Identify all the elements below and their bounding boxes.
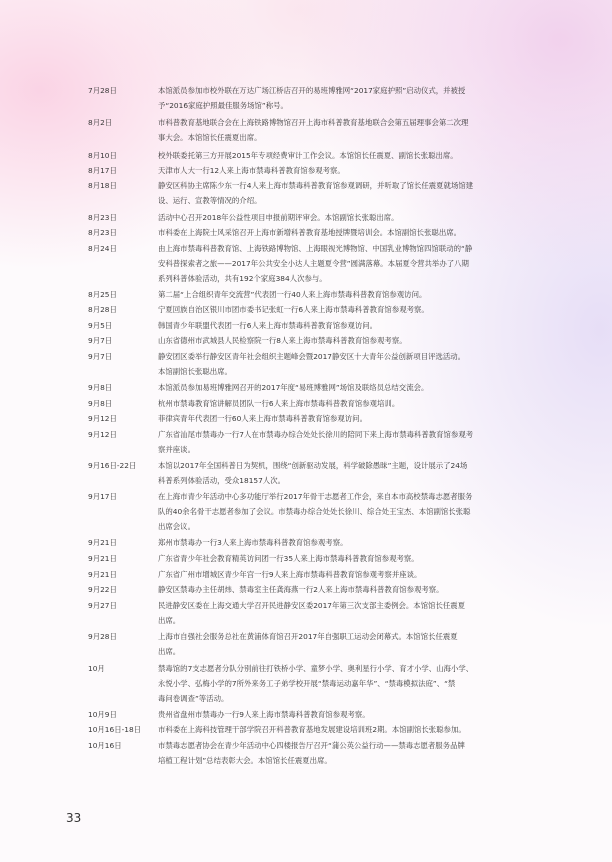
entry-date: 8月24日 — [88, 244, 117, 253]
entry-text-line: 广东省广州市增城区青少年宫一行9人来上海市禁毒科普教育馆参观考察并座谈。 — [158, 570, 422, 579]
entry-text-line: 科普系列体验活动，受众18157人次。 — [158, 476, 285, 485]
entry-text — [158, 83, 558, 113]
entry-text-line: 市科委在上海院士风采馆召开上海市新增科普教育基地授牌暨培训会。本馆副馆长张聪出席。 — [158, 228, 462, 237]
entry-date: 10月9日 — [88, 710, 117, 719]
entry-text-line: 上海市自强社会服务总社在黄浦体育馆召开2017年自强职工运动会闭幕式。本馆馆长任震夏 — [158, 632, 458, 641]
entry-text-line: 宁夏回族自治区银川市团市委书记张虹一行6人来上海市禁毒科普教育馆参观考察。 — [158, 305, 429, 314]
entry-text-line: 毒问卷调查”等活动。 — [158, 694, 229, 703]
entry-text-line: 菲律宾青年代表团一行60人来上海市禁毒科普教育馆参观访问。 — [158, 414, 367, 423]
entry-text — [158, 582, 558, 597]
entry-date: 8月2日 — [88, 118, 113, 127]
entry-text-line: 本馆副馆长张聪出席。 — [158, 367, 232, 376]
entry-text-line: 本馆以2017年全国科普日为契机，围绕“创新驱动发展，科学破除愚昧”主题，设计展示了24场 — [158, 461, 468, 470]
entry-text — [158, 396, 558, 411]
entry-date: 9月7日 — [88, 352, 113, 361]
entry-date: 9月8日 — [88, 383, 113, 392]
entry-text-line: 贵州省盘州市禁毒办一行9人来上海市禁毒科普教育馆参观考察。 — [158, 710, 370, 719]
entry-date: 9月17日 — [88, 492, 117, 501]
entry-text — [158, 225, 558, 240]
page-number: 33 — [66, 811, 82, 825]
entry-date: 9月12日 — [88, 430, 117, 439]
entry-text-line: 由上海市禁毒科普教育馆、上海铁路博物馆、上海眼视光博物馆、中国乳业博物馆四馆联动的“静 — [158, 244, 473, 253]
entry-text — [158, 318, 558, 333]
entry-text — [158, 722, 558, 737]
entry-date: 10月16日 — [88, 741, 122, 750]
entry-text-line: 禁毒馆的7支志愿者分队分别前往打铁桥小学、童梦小学、奥利星行小学、育才小学、山海小学、 — [158, 664, 474, 673]
entry-text-line: 广东省青少年社会教育精英访问团一行35人来上海市禁毒科普教育馆参观考察。 — [158, 554, 419, 563]
entry-date: 9月28日 — [88, 632, 117, 641]
entry-text — [158, 598, 558, 628]
entry-text-line: 活动中心召开2018年公益性项目申报前期评审会。本馆副馆长张聪出席。 — [158, 213, 399, 222]
entry-date: 9月21日 — [88, 570, 117, 579]
entry-text-line: 山东省德州市武城县人民检察院一行8人来上海市禁毒科普教育馆参观考察。 — [158, 336, 407, 345]
entry-date: 8月17日 — [88, 166, 117, 175]
entry-text — [158, 178, 558, 208]
entry-date: 9月16日-22日 — [88, 461, 137, 470]
entry-text-line: 静安区禁毒办主任胡炜、禁毒室主任龚海燕一行2人来上海市禁毒科普教育馆参观考察。 — [158, 585, 444, 594]
entry-text — [158, 567, 558, 582]
entry-text — [158, 707, 558, 722]
entry-text-line: 校外联委托第三方开展2015年专项经费审计工作会议。本馆馆长任震夏、副馆长张聪出席。 — [158, 151, 458, 160]
entry-text — [158, 489, 558, 534]
entry-date: 9月5日 — [88, 321, 113, 330]
entry-text-line: 系列科普体验活动，共有192个家庭384人次参与。 — [158, 274, 327, 283]
entry-text — [158, 535, 558, 550]
entry-text-line: 市禁毒志愿者协会在青少年活动中心四楼报告厅召开“蒲公英公益行动——禁毒志愿者服务品牌 — [158, 741, 465, 750]
entry-date: 8月25日 — [88, 290, 117, 299]
entry-text — [158, 241, 558, 286]
entry-text — [158, 210, 558, 225]
entry-date: 9月22日 — [88, 585, 117, 594]
entry-text-line: 出席。 — [158, 647, 181, 656]
entry-text-line: 本馆派员参加市校外联在万达广场江桥店召开的易班博雅网“2017家庭护照”启动仪式，并被授 — [158, 86, 466, 95]
entry-text-line: 杭州市禁毒教育馆讲解员团队一行6人来上海市禁毒科普教育馆参观培训。 — [158, 399, 400, 408]
entry-date: 8月10日 — [88, 151, 117, 160]
entry-text — [158, 427, 558, 457]
entry-text-line: 本馆派员参加易班博雅网召开的2017年度“易班博雅网”场馆及联络员总结交流会。 — [158, 383, 429, 392]
entry-text — [158, 302, 558, 317]
entry-text-line: 韩国青少年联盟代表团一行6人来上海市禁毒科普教育馆参观访问。 — [158, 321, 378, 330]
entry-text — [158, 738, 558, 768]
entry-text — [158, 287, 558, 302]
entry-text-line: 永悦小学、弘梅小学的7所外来务工子弟学校开展“禁毒运动嘉年华”、“禁毒模拟法庭”、“禁 — [158, 679, 456, 688]
entry-date: 8月23日 — [88, 213, 117, 222]
entry-text-line: 安科普探索者之旅——2017年公共安全小达人主题夏令营”圆满落幕。本届夏令营共举办了八期 — [158, 259, 469, 268]
entry-text — [158, 148, 558, 163]
entry-date: 8月28日 — [88, 305, 117, 314]
entry-text — [158, 661, 558, 706]
entry-text-line: 天津市人大一行12人来上海市禁毒科普教育馆参观考察。 — [158, 166, 345, 175]
entry-text — [158, 349, 558, 379]
entry-date: 10月16日-18日 — [88, 725, 142, 734]
entry-text-line: 静安区科协主席陈少东一行4人来上海市禁毒科普教育馆参观调研，并听取了馆长任震夏就场馆建 — [158, 181, 474, 190]
entry-text-line: 民进静安区委在上海交通大学召开民进静安区委2017年第三次支部主委例会。本馆馆长任震夏 — [158, 601, 466, 610]
entry-text-line: 予“2016家庭护照最佳服务场馆”称号。 — [158, 101, 288, 110]
entry-text — [158, 333, 558, 348]
entry-text — [158, 458, 558, 488]
entry-text-line: 出席。 — [158, 616, 181, 625]
entry-date: 9月8日 — [88, 399, 113, 408]
entry-date: 9月21日 — [88, 554, 117, 563]
entry-text-line: 设、运行、宣教等情况的介绍。 — [158, 196, 262, 205]
entry-text — [158, 411, 558, 426]
entry-text — [158, 380, 558, 395]
entry-text-line: 出席会议。 — [158, 522, 195, 531]
entry-text — [158, 163, 558, 178]
entry-text-line: 静安团区委举行静安区青年社会组织主题峰会暨2017静安区十大青年公益创新项目评选活动。 — [158, 352, 466, 361]
entry-text-line: 在上海市青少年活动中心多功能厅举行2017年骨干志愿者工作会，来自本市高校禁毒志愿者服务 — [158, 492, 473, 501]
entry-text-line: 事大会。本馆馆长任震夏出席。 — [158, 133, 262, 142]
entry-date: 8月18日 — [88, 181, 117, 190]
entry-date: 9月7日 — [88, 336, 113, 345]
entry-text-line: 察并座谈。 — [158, 445, 195, 454]
entry-text-line: 市科委在上海科技管理干部学院召开科普教育基地发展建设培训班2期。本馆副馆长张聪参加。 — [158, 725, 466, 734]
entry-text-line: 广东省汕尾市禁毒办一行7人在市禁毒办综合处处长徐川的陪同下来上海市禁毒科普教育馆参观考 — [158, 430, 474, 439]
entry-date: 9月12日 — [88, 414, 117, 423]
entry-text-line: 郑州市禁毒办一行3人来上海市禁毒科普教育馆参观考察。 — [158, 538, 348, 547]
entry-date: 7月28日 — [88, 86, 117, 95]
entry-date: 10月 — [88, 664, 105, 673]
entry-text-line: 市科普教育基地联合会在上海铁路博物馆召开上海市科普教育基地联合会第五届理事会第二次理 — [158, 118, 469, 127]
entry-date: 8月23日 — [88, 228, 117, 237]
entry-text — [158, 115, 558, 145]
entry-date: 9月21日 — [88, 538, 117, 547]
entry-text — [158, 629, 558, 659]
entry-text-line: 第二届“上合组织青年交流营”代表团一行40人来上海市禁毒科普教育馆参观访问。 — [158, 290, 427, 299]
entry-date: 9月27日 — [88, 601, 117, 610]
entry-text-line: 队的40余名骨干志愿者参加了会议。市禁毒办综合处处长徐川、综合处王宝杰、本馆副馆长张聪 — [158, 507, 471, 516]
entry-text-line: 培植工程计划”总结表彰大会。本馆馆长任震夏出席。 — [158, 756, 332, 765]
entry-text — [158, 551, 558, 566]
